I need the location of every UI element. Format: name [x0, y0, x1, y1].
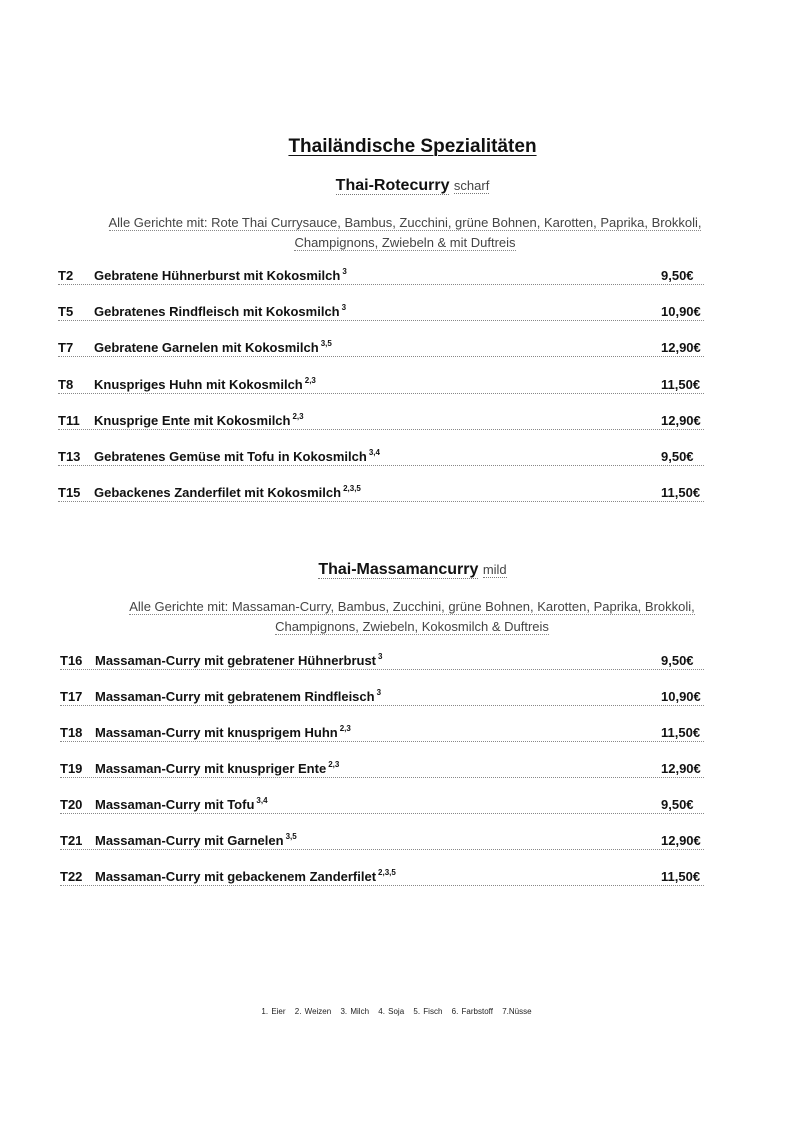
item-allergens: 2,3 — [292, 412, 304, 421]
menu-item-t20 — [60, 795, 704, 814]
item-code: T18 — [60, 725, 83, 740]
item-price: 12,90€ — [661, 340, 701, 355]
legend-item: 7.Nüsse — [502, 1007, 532, 1016]
item-name: Massaman-Curry mit Garnelen — [95, 833, 284, 848]
menu-item-t7 — [58, 338, 704, 357]
item-code: T2 — [58, 268, 74, 283]
item-dish — [94, 484, 361, 500]
item-price: 11,50€ — [661, 377, 701, 392]
item-dish — [94, 376, 316, 392]
legend-item: 2. Weizen — [294, 1007, 332, 1016]
item-allergens: 3,4 — [368, 448, 380, 457]
item-price: 9,50€ — [661, 449, 694, 464]
page-title-text: Thailändische Spezialitäten — [288, 136, 537, 157]
item-name: Massaman-Curry mit gebackenem Zanderfilet — [95, 869, 377, 884]
item-dish — [94, 448, 380, 464]
item-dish — [94, 339, 332, 355]
section-heat: scharf — [453, 178, 490, 193]
item-price: 11,50€ — [661, 725, 701, 740]
item-allergens: 2,3 — [339, 724, 351, 733]
section-heat: mild — [482, 562, 507, 577]
legend-item: 6. Farbstoff — [451, 1007, 493, 1016]
intro-line-2: Champignons, Zwiebeln & mit Duftreis — [294, 235, 516, 250]
menu-item-t15 — [58, 483, 704, 502]
item-name: Gebratenes Rindfleisch mit Kokosmilch — [94, 304, 340, 319]
item-name: Gebratene Garnelen mit Kokosmilch — [94, 340, 319, 355]
item-name: Massaman-Curry mit gebratenem Rindfleisch — [95, 689, 375, 704]
item-price: 9,50€ — [661, 653, 694, 668]
item-code: T21 — [60, 833, 83, 848]
item-dish — [95, 724, 351, 740]
intro-line-1: Alle Gerichte mit: Massaman-Curry, Bambus, Zucchini, grüne Bohnen, Karotten, Paprika, Brokkoli, — [129, 599, 695, 614]
intro-line-2: Champignons, Zwiebeln, Kokosmilch & Duftreis — [275, 619, 549, 634]
item-dish — [95, 760, 339, 776]
item-price: 11,50€ — [661, 485, 701, 500]
item-dish — [95, 652, 382, 668]
legend-item: 4. Soja — [378, 1007, 405, 1016]
menu-item-t16 — [60, 651, 704, 670]
item-allergens: 2,3,5 — [343, 484, 361, 493]
item-dish — [94, 412, 304, 428]
item-price: 10,90€ — [661, 689, 701, 704]
item-code: T22 — [60, 869, 83, 884]
item-allergens: 2,3 — [304, 376, 316, 385]
menu-item-t17 — [60, 687, 704, 706]
item-price: 9,50€ — [661, 268, 694, 283]
item-price: 12,90€ — [661, 761, 701, 776]
section-name: Thai-Massamancurry — [318, 561, 479, 578]
item-allergens: 3,5 — [285, 832, 297, 841]
item-code: T15 — [58, 485, 81, 500]
section-intro-rotecurry — [60, 213, 750, 253]
menu-item-t19 — [60, 759, 704, 778]
item-dish — [95, 688, 381, 704]
menu-item-t5 — [58, 302, 704, 321]
item-name: Gebratene Hühnerburst mit Kokosmilch — [94, 268, 341, 283]
item-dish — [95, 868, 396, 884]
legend-item: 3. Milch — [340, 1007, 370, 1016]
item-price: 12,90€ — [661, 413, 701, 428]
item-allergens: 3 — [342, 267, 347, 276]
item-allergens: 2,3 — [328, 760, 340, 769]
menu-item-t18 — [60, 723, 704, 742]
item-allergens: 2,3,5 — [378, 868, 396, 877]
page-title — [0, 136, 793, 158]
section-name: Thai-Rotecurry — [335, 177, 450, 194]
menu-item-t2 — [58, 266, 704, 285]
item-name: Gebratenes Gemüse mit Tofu in Kokosmilch — [94, 449, 367, 464]
item-dish — [95, 832, 297, 848]
menu-item-t11 — [58, 411, 704, 430]
item-code: T20 — [60, 797, 83, 812]
section-intro-massamancurry — [92, 597, 732, 637]
item-code: T16 — [60, 653, 83, 668]
allergen-legend — [0, 1007, 793, 1016]
item-name: Knuspriges Huhn mit Kokosmilch — [94, 377, 303, 392]
item-code: T13 — [58, 449, 81, 464]
item-allergens: 3,4 — [256, 796, 268, 805]
item-price: 11,50€ — [661, 869, 701, 884]
item-name: Massaman-Curry mit knuspriger Ente — [95, 761, 327, 776]
item-allergens: 3,5 — [320, 339, 332, 348]
item-dish — [94, 303, 346, 319]
item-allergens: 3 — [341, 303, 347, 312]
section-title-massamancurry — [0, 561, 793, 579]
item-code: T5 — [58, 304, 74, 319]
item-name: Massaman-Curry mit Tofu — [95, 797, 255, 812]
intro-line-1: Alle Gerichte mit: Rote Thai Currysauce, Bambus, Zucchini, grüne Bohnen, Karotten, Paprika, Brokkoli, — [108, 215, 702, 230]
item-allergens: 3 — [378, 652, 383, 661]
menu-item-t21 — [60, 831, 704, 850]
menu-item-t22 — [60, 867, 704, 886]
item-name: Massaman-Curry mit knusprigem Huhn — [95, 725, 338, 740]
item-name: Massaman-Curry mit gebratener Hühnerbrust — [95, 653, 377, 668]
item-code: T8 — [58, 377, 74, 392]
item-code: T19 — [60, 761, 83, 776]
menu-item-t8 — [58, 375, 704, 394]
item-price: 10,90€ — [661, 304, 701, 319]
item-price: 12,90€ — [661, 833, 701, 848]
legend-item: 5. Fisch — [413, 1007, 443, 1016]
item-name: Gebackenes Zanderfilet mit Kokosmilch — [94, 485, 342, 500]
item-allergens: 3 — [376, 688, 382, 697]
item-code: T11 — [58, 413, 80, 428]
item-code: T7 — [58, 340, 74, 355]
section-title-rotecurry — [0, 177, 793, 195]
item-dish — [94, 267, 347, 283]
item-price: 9,50€ — [661, 797, 694, 812]
legend-item: 1. Eier — [261, 1007, 286, 1016]
menu-item-t13 — [58, 447, 704, 466]
item-code: T17 — [60, 689, 83, 704]
item-name: Knusprige Ente mit Kokosmilch — [94, 413, 291, 428]
item-dish — [95, 796, 268, 812]
